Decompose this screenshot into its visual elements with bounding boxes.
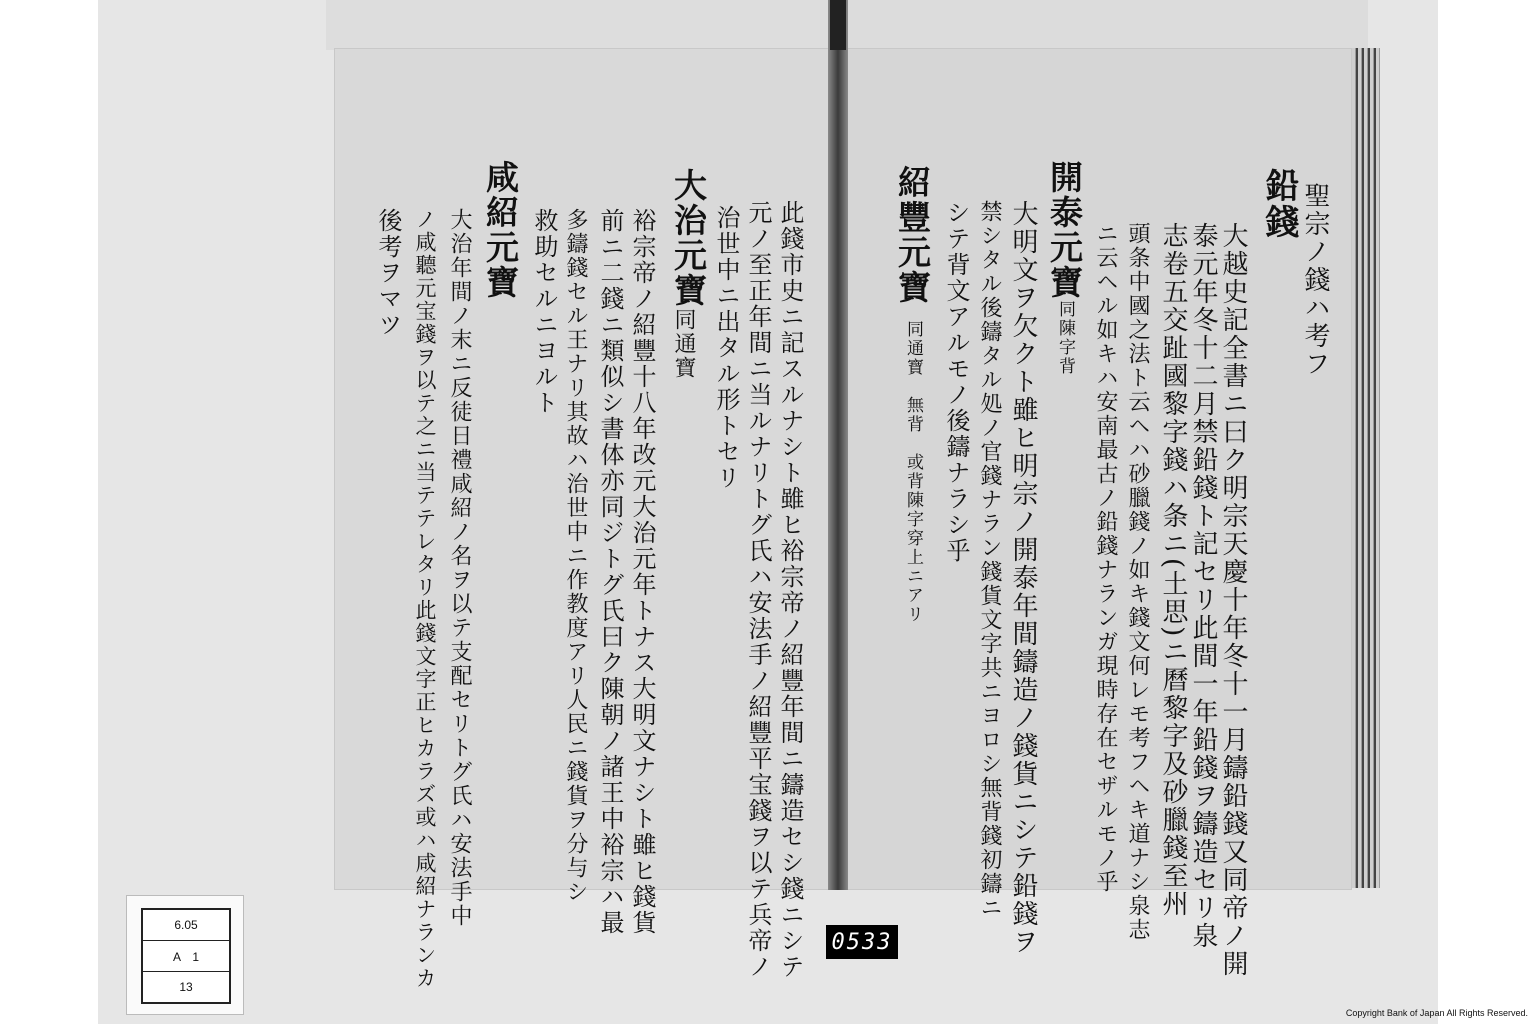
text-line: ノ咸聽元宝錢ヲ以テ之ニ当テテレタリ此錢文字正ヒカラズ或ハ咸紹ナランカ [413, 208, 437, 990]
text-line: 禁シタル後鑄タル処ノ官錢ナラン錢貨文字共ニヨロシ無背錢初鑄ニ [977, 200, 1002, 920]
label-row: 13 [179, 980, 193, 994]
archive-label-card [126, 895, 244, 1015]
coin-name: 咸紹元寶 [481, 160, 520, 300]
text-line: 大治年間ノ末ニ反徒日禮咸紹ノ名ヲ以テ支配セリトグ氏ハ安法手中 [447, 208, 472, 928]
page-title: 聖宗ノ錢ハ考フ [1300, 182, 1330, 378]
text-line: 前ニ二錢ニ類似シ書体亦同ジトグ氏曰ク陳朝ノ諸王中裕宗ハ最 [596, 208, 624, 936]
text-line: 救助セルニヨルト [530, 208, 558, 416]
coin-name: 大治元寶 [669, 168, 708, 308]
label-grid [141, 908, 231, 1004]
book-cover-left [326, 0, 836, 50]
coin-name: 紹豐元寶 [893, 165, 932, 305]
section-heading: 鉛錢 [1259, 168, 1299, 240]
text-line: 裕宗帝ノ紹豐十八年改元大治元年トナス大明文ナシト雖ヒ錢貨 [628, 208, 656, 936]
page-edges [1352, 48, 1380, 888]
text-line: 志卷五交趾國黎字錢ハ条ニ(土思)ニ曆黎字及砂臘錢至州 [1158, 222, 1188, 919]
book-cover-right [846, 0, 1368, 50]
text-line: 頭条中國之法ト云ヘハ砂臘錢ノ如キ錢文何レモ考フヘキ道ナシ泉志 [1125, 222, 1150, 942]
label-row: A 1 [143, 941, 229, 972]
text-line: 此錢市史ニ記スルナシト雖ヒ裕宗帝ノ紹豐年間ニ鑄造セシ錢ニシテ [776, 200, 804, 980]
frame-number: 0533 [826, 925, 898, 959]
text-line: 後考ヲマツ [374, 208, 402, 338]
text-line: 治世中ニ出タル形トセリ [712, 205, 740, 491]
coin-note: 同陳字背 [1055, 300, 1075, 376]
coin-note: 同通寶 無背 或背陳字穿上ニアリ [903, 320, 923, 624]
copyright-notice: Copyright Bank of Japan All Rights Reserved. [1345, 1008, 1528, 1018]
coin-note: 同通寶 [671, 308, 696, 380]
label-row: 6.05 [143, 910, 229, 941]
text-line: ニ云ヘル如キハ安南最古ノ鉛錢ナランガ現時存在セザルモノ乎 [1093, 222, 1118, 894]
text-line: 元ノ至正年間ニ当ルナリトグ氏ハ安法手ノ紹豐平宝錢ヲ以テ兵帝ノ [744, 200, 772, 980]
book-gutter [828, 0, 848, 890]
book-spine [830, 0, 846, 50]
coin-name: 開泰元寶 [1045, 160, 1084, 300]
text-line: 多鑄錢セル王ナリ其故ハ治世中ニ作教度アリ人民ニ錢貨ヲ分与シ [563, 208, 588, 904]
text-line: シテ背文アルモノ後鑄ナラシ乎 [942, 200, 970, 564]
text-line: 泰元年冬十二月禁鉛錢ト記セリ此間一年鉛錢ヲ鑄造セリ泉 [1188, 222, 1218, 950]
text-line: 大明文ヲ欠クト雖ヒ明宗ノ開泰年間鑄造ノ錢貨ニシテ鉛錢ヲ [1008, 200, 1038, 956]
text-line: 大越史記全書ニ曰ク明宗天慶十年冬十一月鑄鉛錢又同帝ノ開 [1218, 222, 1248, 978]
